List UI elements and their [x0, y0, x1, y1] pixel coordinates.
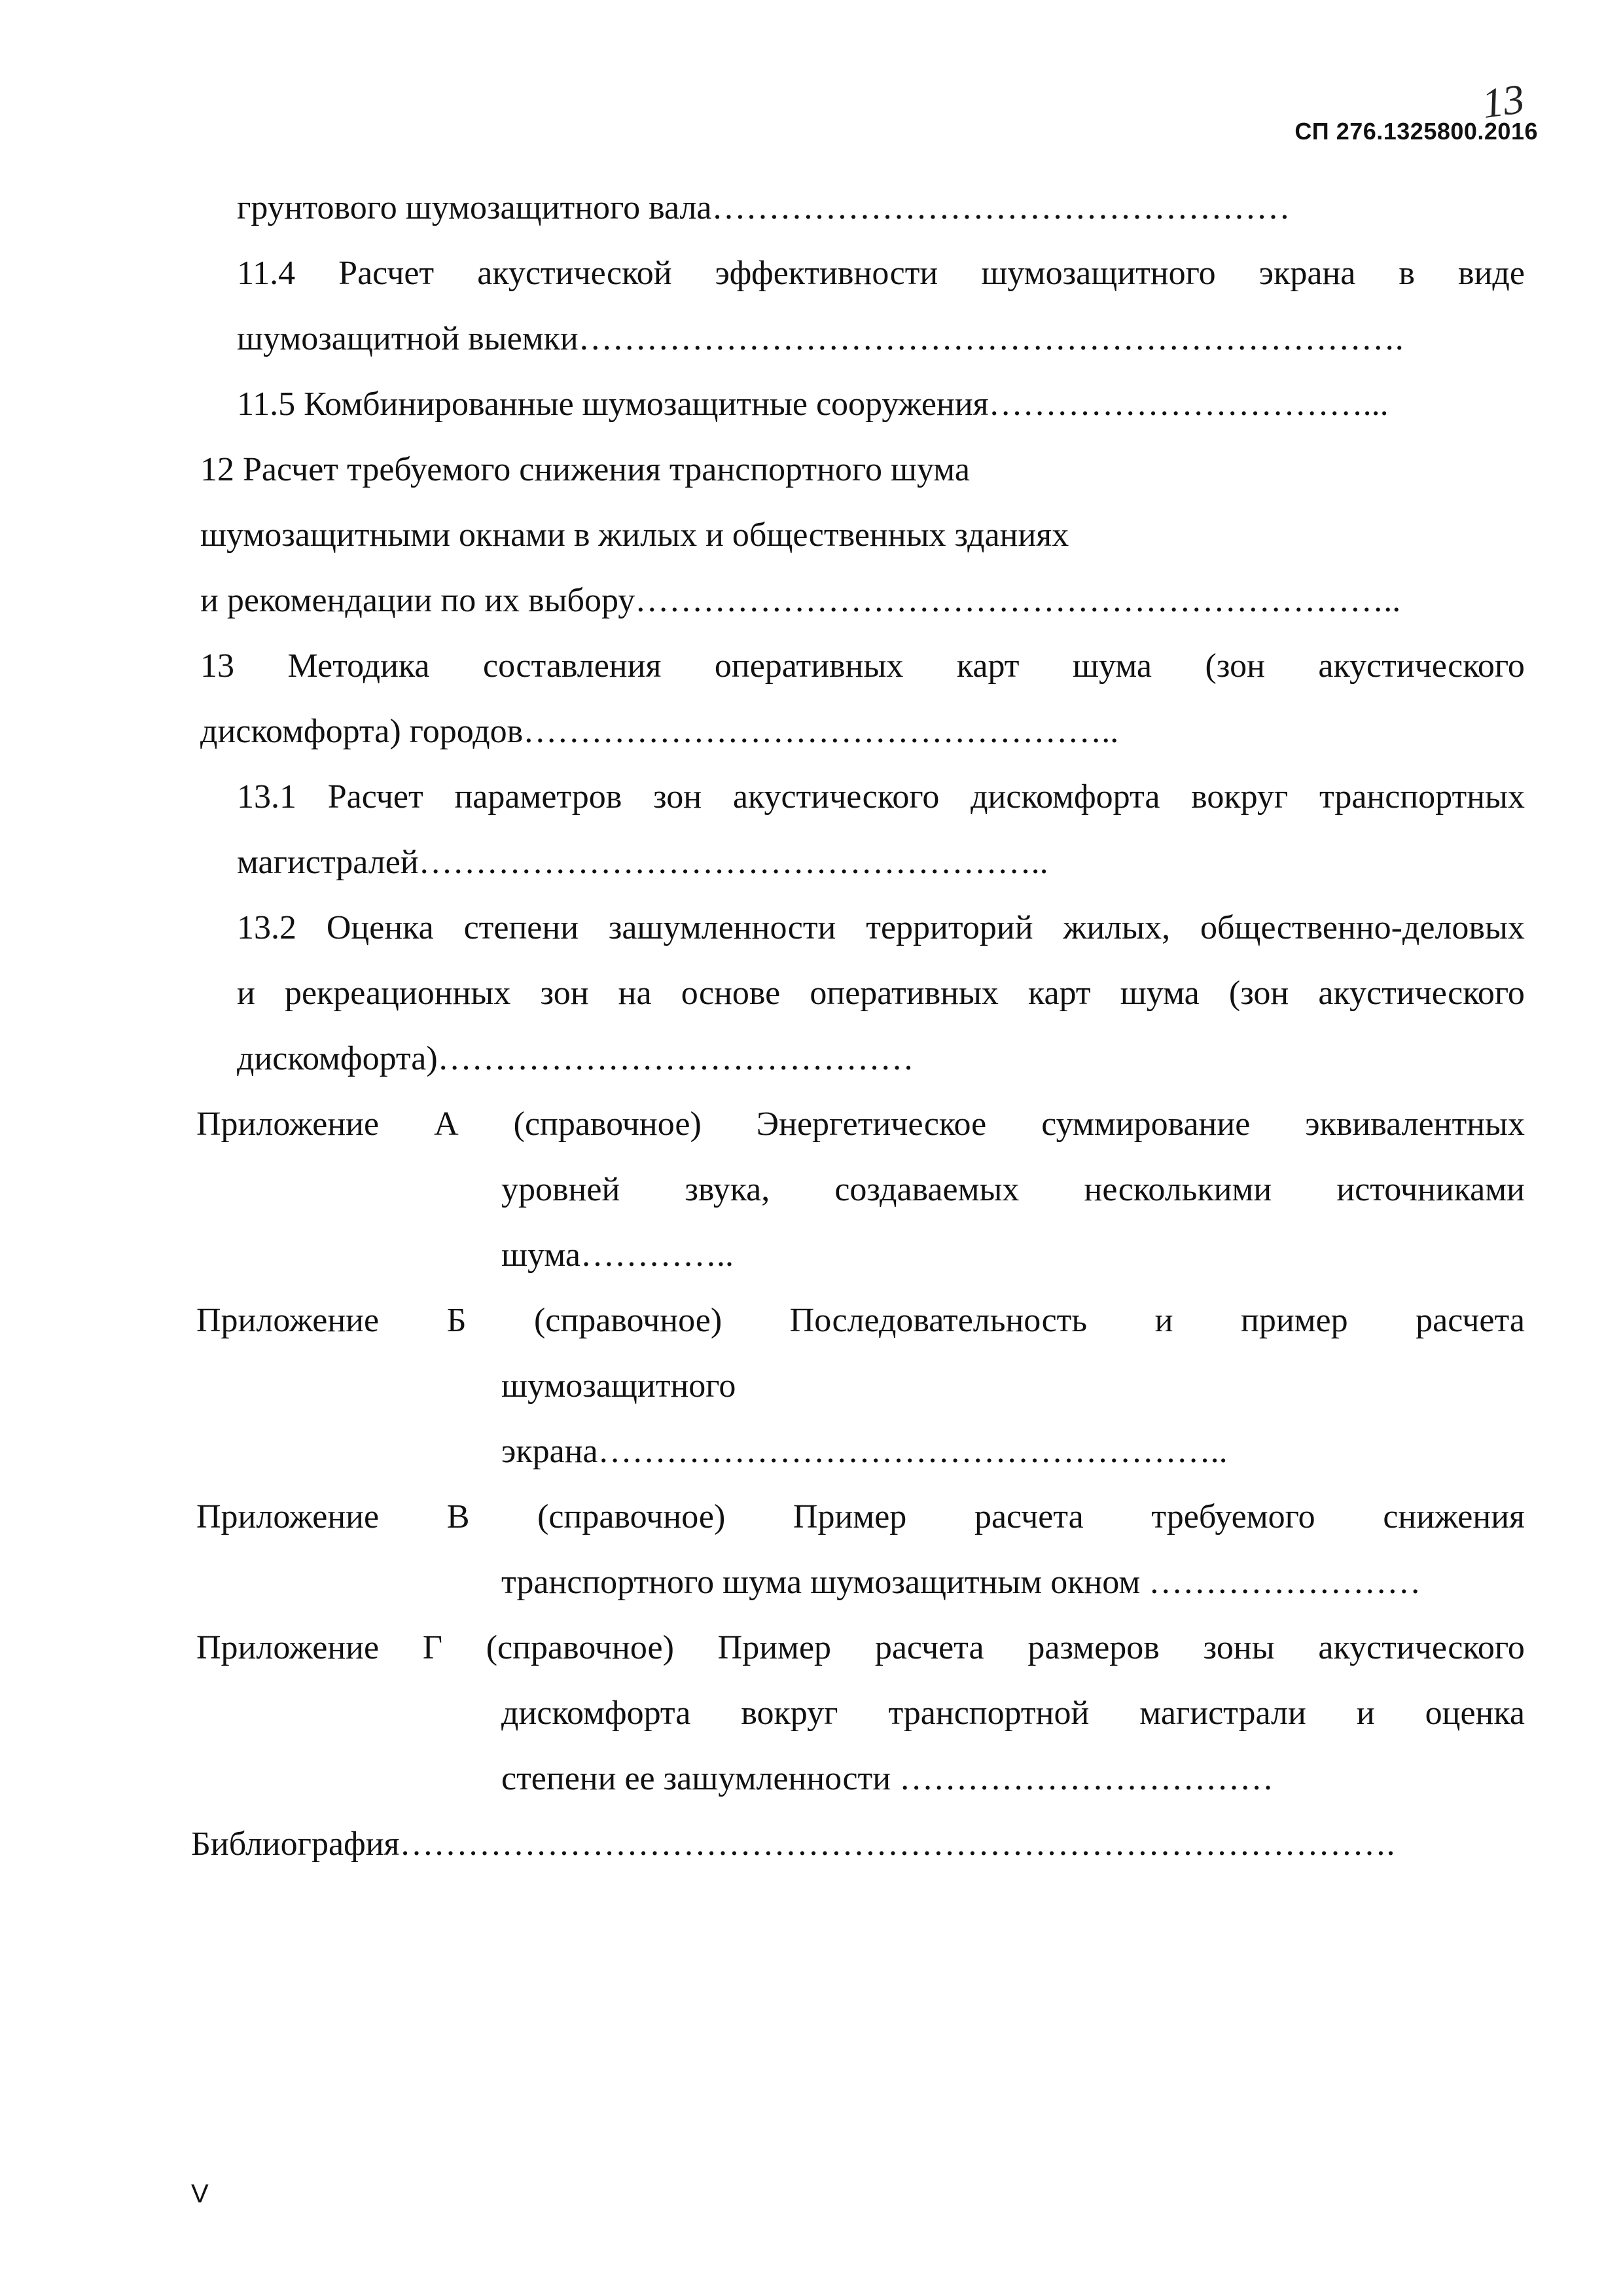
toc-line-justified — [237, 961, 1525, 1026]
toc-word: и — [237, 975, 255, 1012]
toc-word: источниками — [1336, 1171, 1525, 1208]
toc-word: (справочное) — [513, 1105, 702, 1143]
toc-line: шумозащитными окнами в жилых и общественных зданиях — [200, 516, 1069, 554]
toc-word: расчета — [874, 1629, 984, 1666]
toc-word: шума — [1073, 647, 1152, 685]
toc-line-justified — [200, 634, 1525, 699]
toc-word: виде — [1458, 255, 1525, 292]
document-code: СП 276.1325800.2016 — [1294, 118, 1538, 145]
toc-word: (справочное) — [533, 1302, 722, 1339]
toc-word: акустического — [1318, 1629, 1525, 1666]
toc-word: 13.2 — [237, 909, 296, 946]
toc-word: несколькими — [1084, 1171, 1272, 1208]
toc-line: дискомфорта) городов…………………………………………….. — [200, 713, 1119, 750]
toc-word: снижения — [1383, 1498, 1525, 1535]
toc-word: создаваемых — [834, 1171, 1020, 1208]
toc-word: размеров — [1027, 1629, 1160, 1666]
toc-word: в — [1399, 255, 1415, 292]
toc-line: магистралей……………………………………………….. — [237, 844, 1048, 881]
toc-line: 12 Расчет требуемого снижения транспортного шума — [200, 451, 970, 488]
toc-word: (справочное) — [486, 1629, 674, 1666]
toc-line-justified — [196, 1288, 1525, 1354]
toc-word: транспортной — [888, 1695, 1090, 1732]
toc-line: грунтового шумозащитного вала…………………………………………… — [237, 189, 1291, 226]
toc-word: расчета — [974, 1498, 1084, 1535]
toc-word: параметров — [454, 778, 622, 816]
toc-word: Приложение — [196, 1105, 380, 1143]
toc-word: территорий — [866, 909, 1033, 946]
toc-word: Пример — [717, 1629, 832, 1666]
toc-word: эквивалентных — [1305, 1105, 1525, 1143]
toc-word: Приложение — [196, 1302, 380, 1339]
toc-word: карт — [956, 647, 1020, 685]
toc-word: акустического — [732, 778, 940, 816]
toc-word: зашумленности — [608, 909, 836, 946]
toc-word: вокруг — [1191, 778, 1289, 816]
toc-line: степени ее зашумленности …………………………… — [501, 1760, 1274, 1797]
toc-word: расчета — [1416, 1302, 1525, 1339]
toc-word: степени — [463, 909, 579, 946]
toc-line: шума………….. — [501, 1236, 734, 1274]
toc-line-justified — [196, 1615, 1525, 1681]
toc-word: Г — [422, 1629, 442, 1666]
toc-word: звука, — [685, 1171, 770, 1208]
toc-line: транспортного шума шумозащитным окном …………………… — [501, 1564, 1421, 1601]
toc-word: оценка — [1425, 1695, 1525, 1732]
toc-word: Б — [446, 1302, 467, 1339]
toc-word: Расчет — [327, 778, 423, 816]
toc-word: акустического — [1318, 647, 1525, 685]
page-number: V — [191, 2179, 209, 2208]
toc-word: шумозащитного — [981, 255, 1216, 292]
toc-word: дискомфорта — [501, 1695, 691, 1732]
toc-word: вокруг — [741, 1695, 838, 1732]
toc-word: В — [446, 1498, 470, 1535]
toc-word: требуемого — [1151, 1498, 1315, 1535]
toc-word: и — [1154, 1302, 1173, 1339]
toc-line: 11.5 Комбинированные шумозащитные сооружения……………………………... — [237, 386, 1389, 423]
toc-word: рекреационных — [284, 975, 511, 1012]
toc-line: шумозащитной выемки………………………………………………………………. — [237, 320, 1404, 357]
handwritten-sheet-number: 13 — [1479, 75, 1527, 128]
toc-word: (зон — [1205, 647, 1265, 685]
toc-word: акустической — [477, 255, 672, 292]
toc-word: магистрали — [1139, 1695, 1306, 1732]
toc-word: Приложение — [196, 1629, 380, 1666]
toc-word: шума — [1120, 975, 1200, 1012]
toc-line-justified — [237, 895, 1525, 961]
toc-word: Приложение — [196, 1498, 380, 1535]
toc-line: Библиография……………………………………………………………………………. — [191, 1825, 1395, 1863]
toc-word: суммирование — [1041, 1105, 1251, 1143]
toc-line: и рекомендации по их выбору………………………………………………………….. — [200, 582, 1401, 619]
toc-word: пример — [1240, 1302, 1348, 1339]
toc-line-justified — [237, 241, 1525, 306]
toc-line-justified — [501, 1681, 1525, 1746]
toc-word: оперативных — [810, 975, 999, 1012]
toc-word: эффективности — [715, 255, 938, 292]
toc-line: дискомфорта)…………………………………… — [237, 1040, 914, 1077]
toc-word: Энергетическое — [756, 1105, 987, 1143]
toc-word: акустического — [1318, 975, 1525, 1012]
toc-word: дискомфорта — [971, 778, 1160, 816]
toc-line-justified — [196, 1484, 1525, 1550]
toc-word: А — [434, 1105, 459, 1143]
toc-word: на — [618, 975, 652, 1012]
toc-word: карт — [1028, 975, 1091, 1012]
toc-line: шумозащитного — [501, 1367, 736, 1405]
toc-word: Пример — [793, 1498, 907, 1535]
toc-word: оперативных — [714, 647, 904, 685]
toc-word: уровней — [501, 1171, 620, 1208]
toc-word: жилых, — [1063, 909, 1171, 946]
toc-word: 11.4 — [237, 255, 296, 292]
toc-line-justified — [501, 1157, 1525, 1223]
toc-word: Расчет — [338, 255, 435, 292]
toc-line-justified — [196, 1092, 1525, 1157]
toc-word: 13 — [200, 647, 234, 685]
toc-word: и — [1356, 1695, 1375, 1732]
toc-word: 13.1 — [237, 778, 296, 816]
toc-word: Методика — [287, 647, 430, 685]
toc-line-justified — [237, 764, 1525, 830]
toc-line: экрана……………………………………………….. — [501, 1433, 1228, 1470]
toc-word: составления — [483, 647, 662, 685]
toc-word: (зон — [1228, 975, 1289, 1012]
toc-word: Оценка — [326, 909, 434, 946]
toc-word: (справочное) — [537, 1498, 726, 1535]
toc-word: общественно-деловых — [1200, 909, 1525, 946]
toc-word: экрана — [1258, 255, 1356, 292]
toc-word: Последовательность — [789, 1302, 1088, 1339]
toc-word: зоны — [1203, 1629, 1275, 1666]
toc-word: зон — [540, 975, 589, 1012]
toc-word: зон — [653, 778, 702, 816]
toc-word: транспортных — [1319, 778, 1525, 816]
toc-word: основе — [681, 975, 781, 1012]
